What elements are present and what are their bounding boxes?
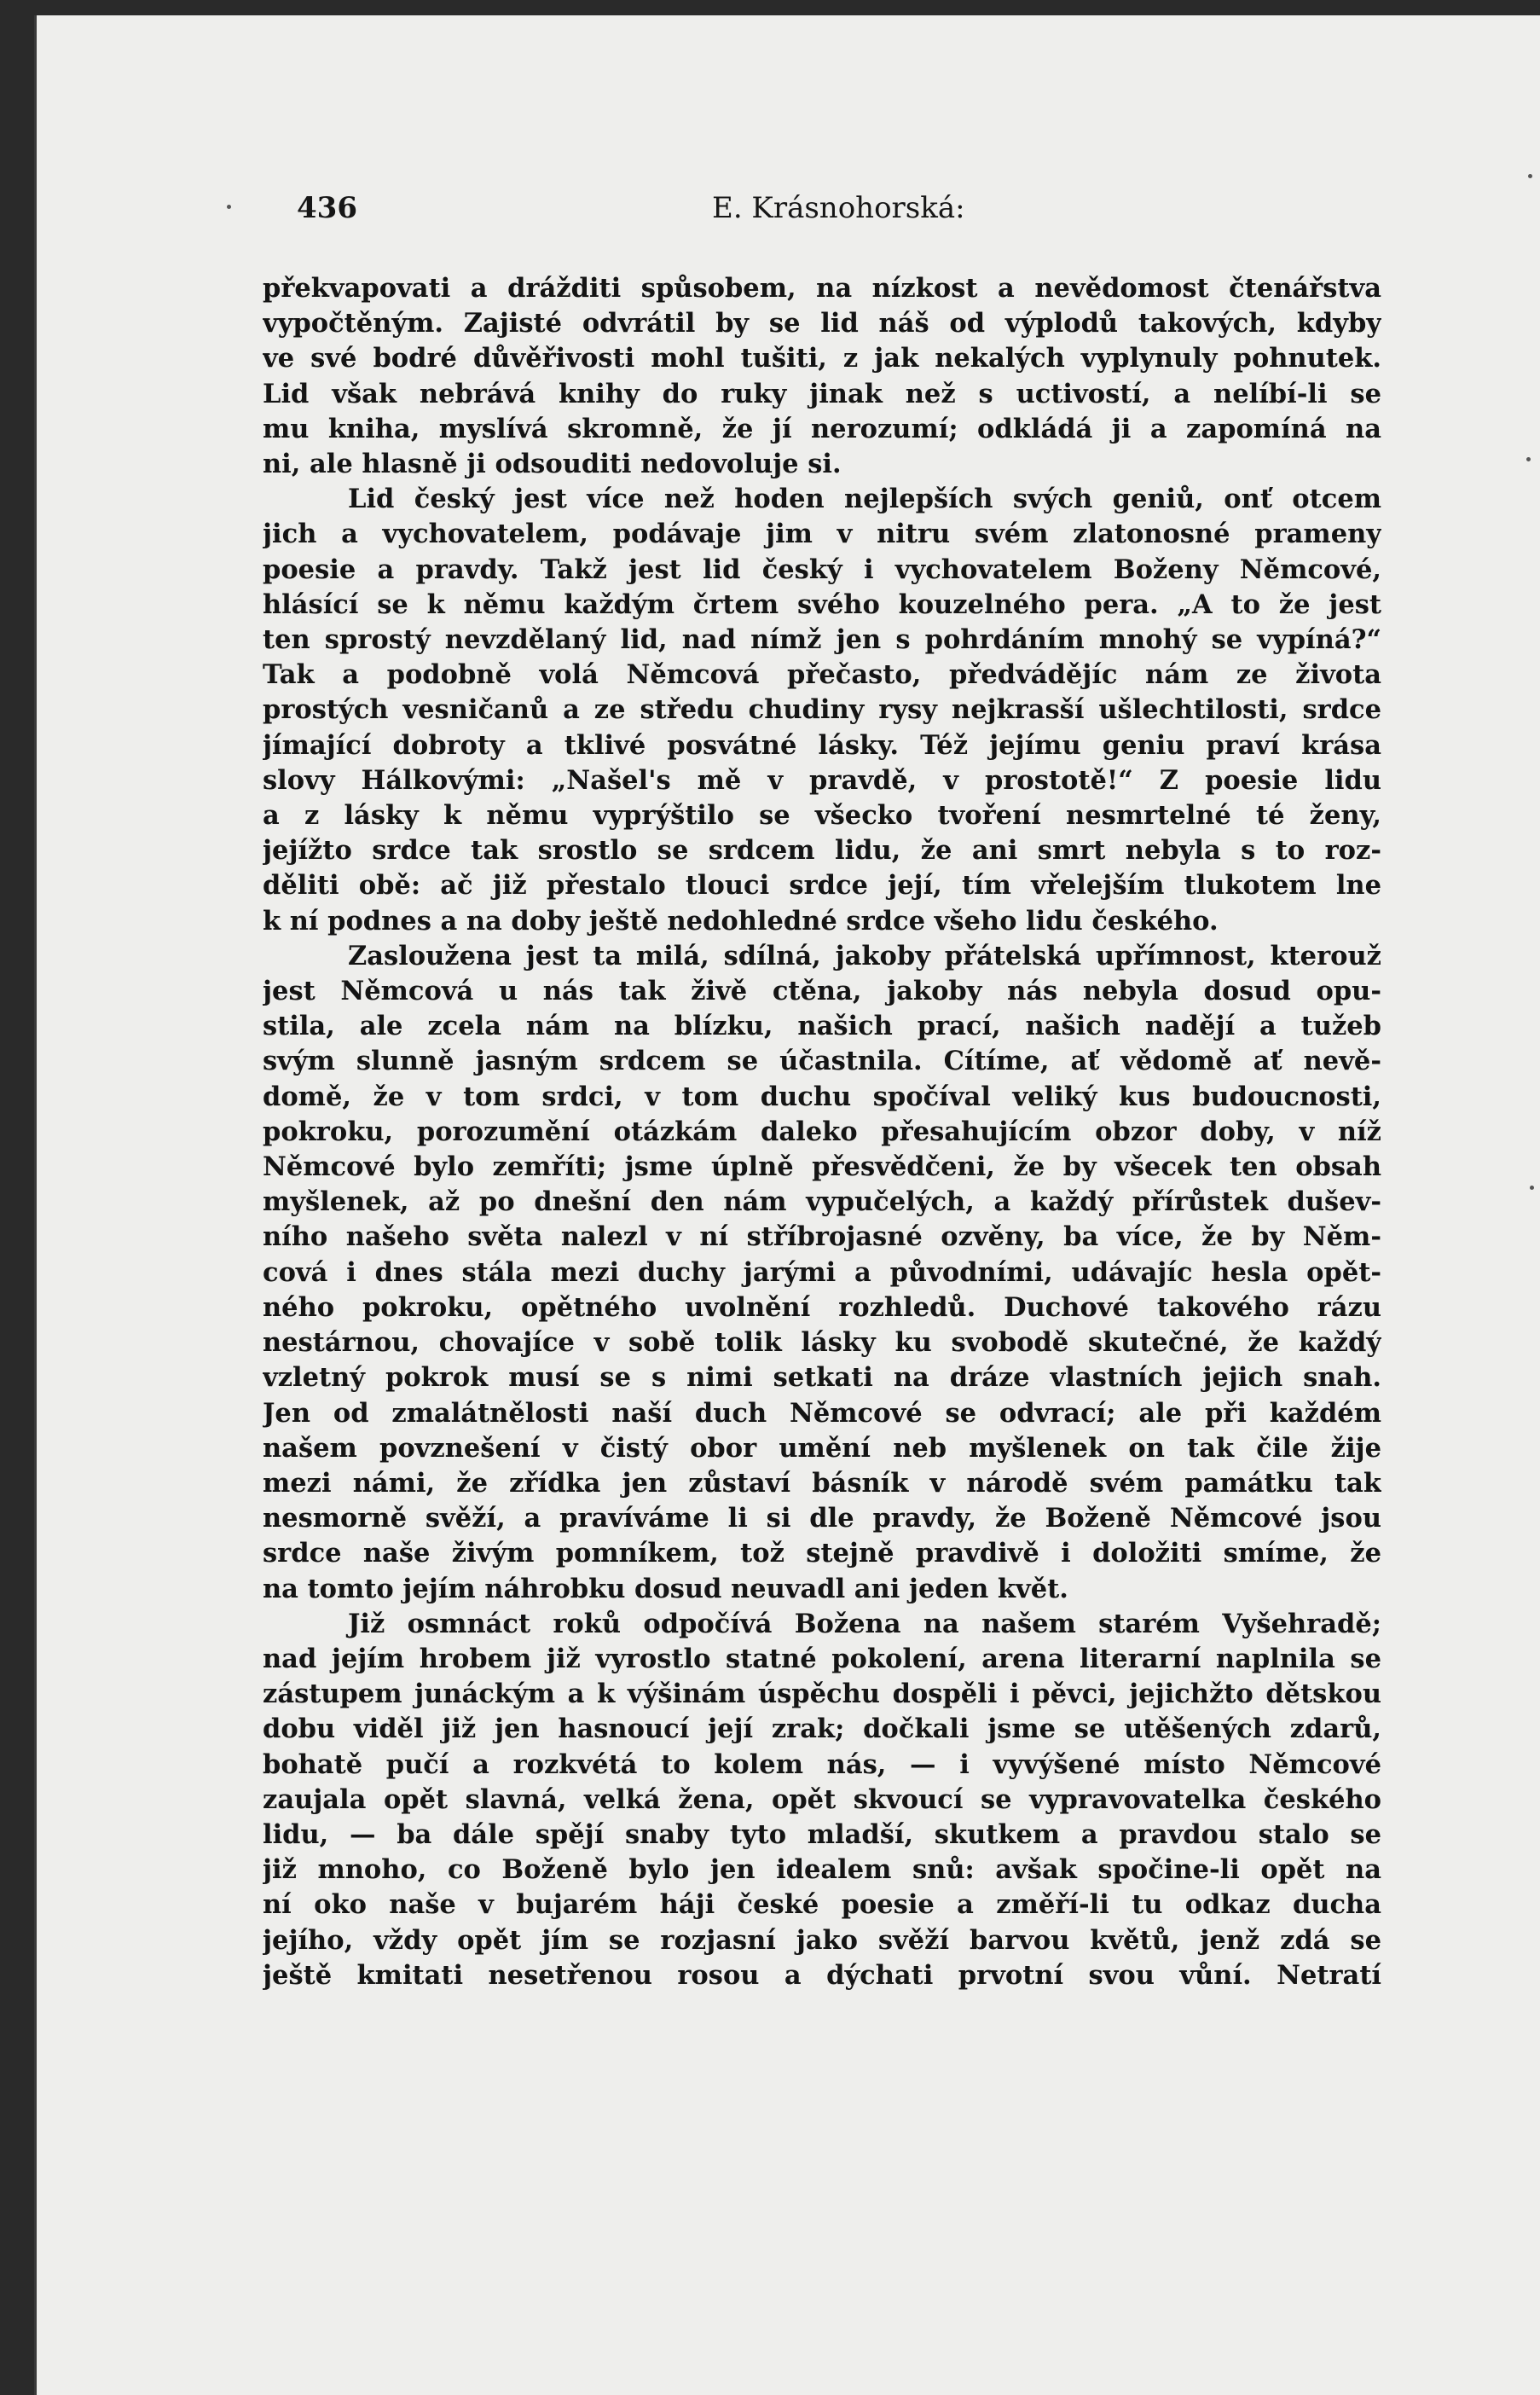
text-line: ného pokroku, opětného uvolnění rozhledů. Duchové takového rázu [263,1291,1381,1323]
text-line: nestárnou, chovajíce v sobě tolik lásky ku svobodě skutečné, že každý [263,1327,1381,1359]
text-line: jest Němcová u nás tak živě ctěna, jakoby nás nebyla dosud opu- [263,976,1381,1007]
text-line: ve své bodré důvěřivosti mohl tušiti, z jak nekalých vyplynuly pohnutek. [263,343,1381,374]
text-line: nad jejím hrobem již vyrostlo statné pokolení, arena literarní naplnila se [263,1643,1381,1674]
text-line: zástupem junáckým a k výšinám úspěchu dospěli i pěvci, jejichžto dětskou [263,1679,1381,1710]
print-speck [1526,457,1531,461]
text-line: mu kniha, myslívá skromně, že jí nerozumí; odkládá ji a zapomíná na [263,413,1381,444]
print-speck [1528,174,1532,178]
text-line: hlásící se k němu každým črtem svého kouzelného pera. „A to že jest [263,589,1381,620]
text-line: našem povznešení v čistý obor umění neb myšlenek on tak čile žije [263,1432,1381,1464]
text-line: jímající dobroty a tklivé posvátné lásky. Též jejímu geniu praví krása [263,729,1381,761]
text-line: Zasloužena jest ta milá, sdílná, jakoby přátelská upřímnost, kterouž [348,940,1381,971]
print-speck [1530,1186,1534,1190]
text-line: a z lásky k němu vyprýštilo se všecko tvoření nesmrtelné té ženy, [263,800,1381,832]
text-line: ní oko naše v bujarém háji české poesie a změří-li tu odkaz ducha [263,1889,1381,1921]
page-number: 436 [297,191,357,225]
text-line: Jen od zmalátnělosti naší duch Němcové se odvrací; ale při každém [263,1397,1381,1429]
text-line: srdce naše živým pomníkem, tož stejně pravdivě i doložiti smíme, že [263,1538,1381,1569]
text-line: na tomto jejím náhrobku dosud neuvadl ani jeden květ. [263,1573,1068,1604]
text-line: poesie a pravdy. Takž jest lid český i vychovatelem Boženy Němcové, [263,554,1381,585]
running-head [260,191,1379,232]
text-line: Lid však nebrává knihy do ruky jinak než s uctivostí, a nelíbí-li se [263,378,1381,409]
text-line: překvapovati a drážditi spůsobem, na nízkost a nevědomost čtenářstva [263,273,1381,304]
text-line: zaujala opět slavná, velká žena, opět skvoucí se vypravovatelka českého [263,1783,1381,1815]
text-line: ni, ale hlasně ji odsouditi nedovoluje si. [263,449,842,480]
text-line: ního našeho světa nalezl v ní stříbrojasné ozvěny, ba více, že by Něm- [263,1221,1381,1253]
text-line: jich a vychovatelem, podávaje jim v nitru svém zlatonosné prameny [263,519,1381,550]
text-line: stila, ale zcela nám na blízku, našich prací, našich nadějí a tužeb [263,1011,1381,1042]
text-line: mezi námi, že zřídka jen zůstaví básník v národě svém památku tak [263,1467,1381,1499]
text-line: již mnoho, co Boženě bylo jen idealem snů: avšak spočine-li opět na [263,1854,1381,1886]
text-line: dobu viděl již jen hasnoucí její zrak; dočkali jsme se utěšených zdarů, [263,1714,1381,1745]
text-line: bohatě pučí a rozkvétá to kolem nás, — i vyvýšené místo Němcové [263,1748,1381,1780]
text-line: Lid český jest více než hoden nejlepších svých geniů, onť otcem [348,484,1381,515]
text-line: prostých vesničanů a ze středu chudiny rysy nejkrasší ušlechtilosti, srdce [263,694,1381,726]
page-edge-line [34,15,37,2395]
text-line: vzletný pokrok musí se s nimi setkati na dráze vlastních jejich snah. [263,1362,1381,1394]
print-speck [227,205,231,209]
text-line: myšlenek, až po dnešní den nám vypučelých, a každý přírůstek dušev- [263,1186,1381,1218]
text-line: Tak a podobně volá Němcová přečasto, předvádějíc nám ze života [263,659,1381,691]
text-line: Již osmnáct roků odpočívá Božena na našem starém Vyšehradě; [348,1608,1381,1639]
text-line: domě, že v tom srdci, v tom duchu spočíval veliký kus budoucnosti, [263,1081,1381,1112]
text-line: slovy Hálkovými: „Našel's mě v pravdě, v prostotě!“ Z poesie lidu [263,764,1381,796]
running-head-title: E. Krásnohorská: [712,191,965,225]
text-line: Němcové bylo zemříti; jsme úplně přesvědčeni, že by všecek ten obsah [263,1151,1381,1183]
text-line: vypočtěným. Zajisté odvrátil by se lid náš od výplodů takových, kdyby [263,308,1381,339]
text-line: lidu, — ba dále spějí snaby tyto mladší, skutkem a pravdou stalo se [263,1818,1381,1850]
text-line: ten sprostý nevzdělaný lid, nad nímž jen s pohrdáním mnohý se vypíná?“ [263,624,1381,656]
text-line: jejížto srdce tak srostlo se srdcem lidu, že ani smrt nebyla s to roz- [263,835,1381,867]
body-text [263,271,1381,1993]
text-line: svým slunně jasným srdcem se účastnila. Cítíme, ať vědomě ať nevě- [263,1046,1381,1077]
text-line: jejího, vždy opět jím se rozjasní jako svěží barvou květů, jenž zdá se [263,1924,1381,1956]
text-line: ještě kmitati nesetřenou rosou a dýchati prvotní svou vůní. Netratí [263,1959,1381,1991]
text-line: děliti obě: ač již přestalo tlouci srdce její, tím vřelejším tlukotem lne [263,870,1381,902]
text-line: k ní podnes a na doby ještě nedohledné srdce všeho lidu českého. [263,905,1219,937]
text-line: pokroku, porozumění otázkám daleko přesahujícím obzor doby, v níž [263,1116,1381,1147]
text-line: nesmorně svěží, a pravíváme li si dle pravdy, že Boženě Němcové jsou [263,1503,1381,1534]
book-page [34,15,1540,2395]
text-line: cová i dnes stála mezi duchy jarými a původními, udávajíc hesla opět- [263,1256,1381,1288]
